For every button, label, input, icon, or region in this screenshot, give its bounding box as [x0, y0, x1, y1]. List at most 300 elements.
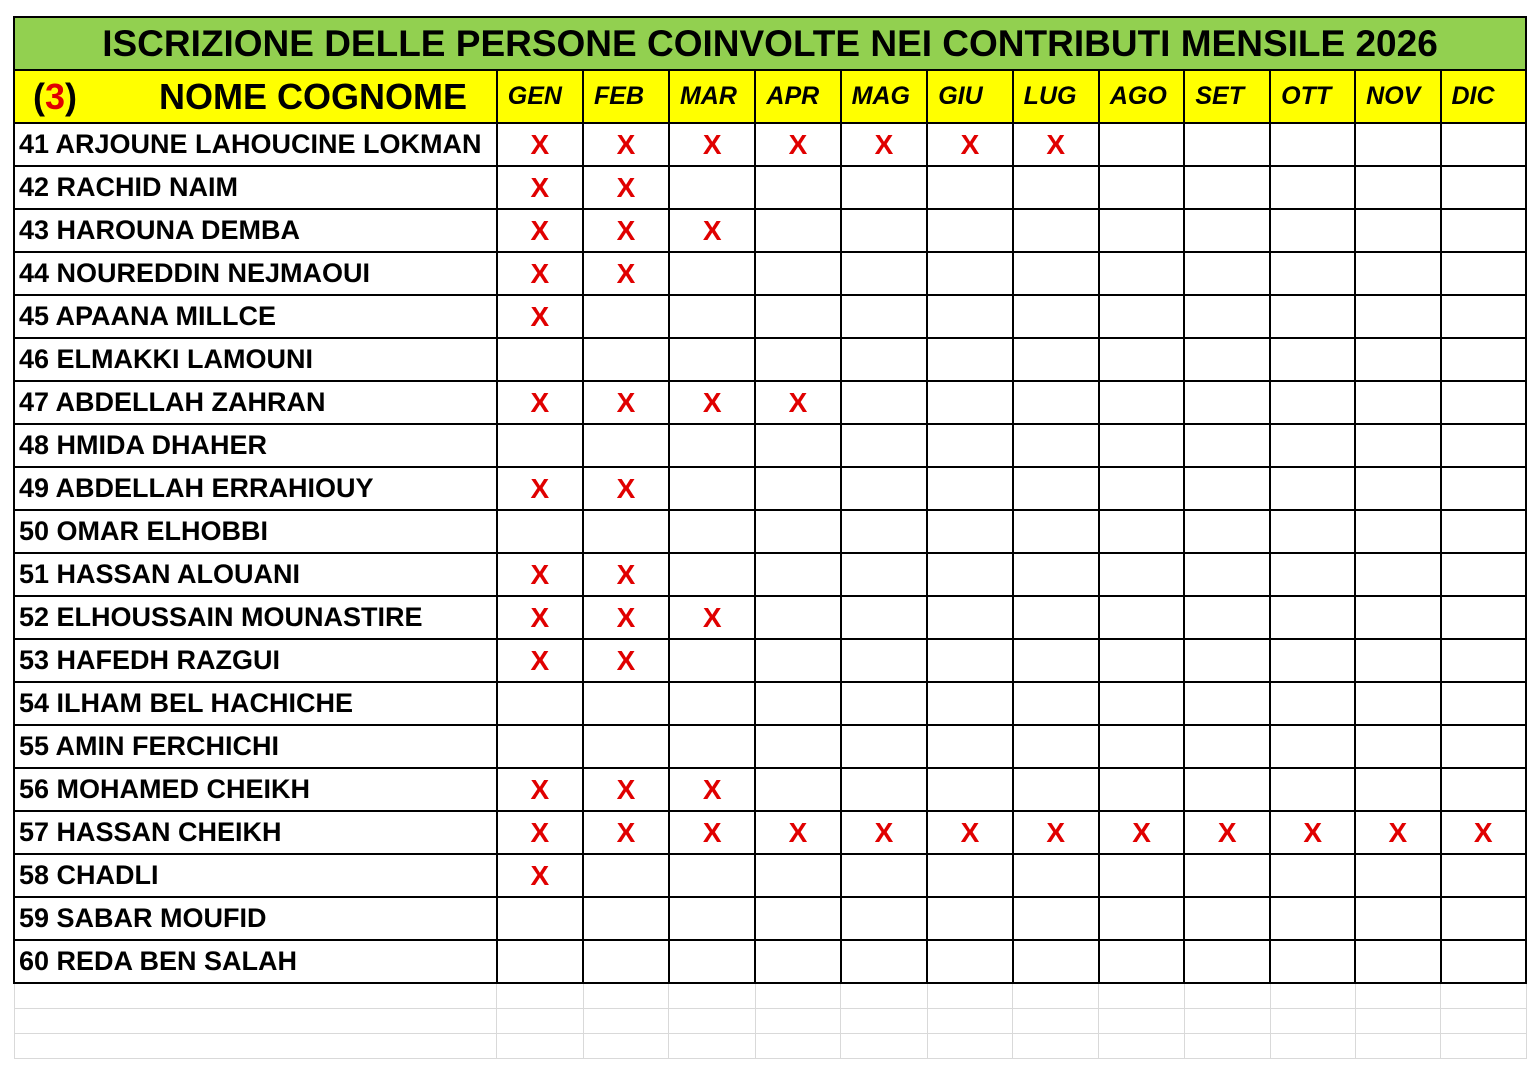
month-cell-ago[interactable] — [1099, 940, 1185, 983]
month-cell-giu[interactable] — [927, 467, 1012, 510]
empty-cell[interactable] — [1013, 1009, 1099, 1034]
month-cell-nov[interactable] — [1355, 252, 1440, 295]
month-cell-giu[interactable] — [927, 338, 1012, 381]
month-cell-mar[interactable] — [669, 897, 755, 940]
month-cell-dic[interactable] — [1441, 166, 1527, 209]
person-name-cell[interactable]: 50 OMAR ELHOBBI — [14, 510, 497, 553]
month-cell-dic[interactable] — [1441, 424, 1527, 467]
empty-cell[interactable] — [1013, 983, 1099, 1009]
month-cell-mar[interactable] — [669, 768, 755, 811]
person-name-cell[interactable]: 51 HASSAN ALOUANI — [14, 553, 497, 596]
month-header-ago[interactable]: AGO — [1099, 70, 1185, 123]
month-cell-giu[interactable] — [927, 209, 1012, 252]
month-header-gen[interactable]: GEN — [497, 70, 583, 123]
month-cell-nov[interactable] — [1355, 596, 1440, 639]
month-cell-ago[interactable] — [1099, 123, 1185, 166]
empty-cell[interactable] — [583, 1009, 669, 1034]
empty-cell[interactable] — [841, 983, 928, 1009]
empty-cell[interactable] — [1441, 1034, 1527, 1059]
empty-cell[interactable] — [841, 1009, 928, 1034]
month-cell-gen[interactable] — [497, 682, 583, 725]
empty-cell[interactable] — [755, 1009, 840, 1034]
empty-cell[interactable] — [14, 1009, 497, 1034]
month-cell-giu[interactable] — [927, 510, 1012, 553]
month-cell-feb[interactable] — [583, 252, 669, 295]
empty-cell[interactable] — [841, 1034, 928, 1059]
month-cell-mag[interactable] — [841, 166, 928, 209]
month-cell-lug[interactable] — [1013, 252, 1099, 295]
month-cell-dic[interactable] — [1441, 725, 1527, 768]
month-cell-mar[interactable] — [669, 811, 755, 854]
month-cell-ott[interactable] — [1270, 897, 1355, 940]
month-cell-mag[interactable] — [841, 381, 928, 424]
month-cell-mar[interactable] — [669, 467, 755, 510]
month-cell-gen[interactable] — [497, 768, 583, 811]
month-header-giu[interactable]: GIU — [927, 70, 1012, 123]
month-cell-giu[interactable] — [927, 682, 1012, 725]
empty-cell[interactable] — [927, 1034, 1012, 1059]
month-cell-lug[interactable] — [1013, 166, 1099, 209]
empty-cell[interactable] — [1099, 1034, 1185, 1059]
month-cell-gen[interactable] — [497, 940, 583, 983]
month-cell-lug[interactable] — [1013, 854, 1099, 897]
month-cell-apr[interactable] — [755, 854, 840, 897]
month-cell-nov[interactable] — [1355, 166, 1440, 209]
month-cell-dic[interactable] — [1441, 854, 1527, 897]
month-cell-apr[interactable] — [755, 123, 840, 166]
empty-cell[interactable] — [755, 983, 840, 1009]
month-cell-mag[interactable] — [841, 854, 928, 897]
month-cell-lug[interactable] — [1013, 338, 1099, 381]
month-cell-lug[interactable] — [1013, 639, 1099, 682]
month-cell-feb[interactable] — [583, 123, 669, 166]
month-cell-ago[interactable] — [1099, 596, 1185, 639]
person-name-cell[interactable]: 48 HMIDA DHAHER — [14, 424, 497, 467]
month-cell-lug[interactable] — [1013, 768, 1099, 811]
month-cell-feb[interactable] — [583, 467, 669, 510]
month-cell-mag[interactable] — [841, 897, 928, 940]
empty-cell[interactable] — [14, 1034, 497, 1059]
month-cell-dic[interactable] — [1441, 940, 1527, 983]
month-cell-ott[interactable] — [1270, 510, 1355, 553]
month-cell-apr[interactable] — [755, 338, 840, 381]
month-cell-ott[interactable] — [1270, 854, 1355, 897]
person-name-cell[interactable]: 43 HAROUNA DEMBA — [14, 209, 497, 252]
month-cell-lug[interactable] — [1013, 596, 1099, 639]
empty-cell[interactable] — [1270, 1009, 1355, 1034]
month-cell-apr[interactable] — [755, 811, 840, 854]
month-cell-ott[interactable] — [1270, 682, 1355, 725]
month-cell-set[interactable] — [1184, 338, 1270, 381]
empty-cell[interactable] — [669, 1009, 755, 1034]
month-cell-ago[interactable] — [1099, 897, 1185, 940]
month-cell-dic[interactable] — [1441, 338, 1527, 381]
month-cell-lug[interactable] — [1013, 940, 1099, 983]
month-cell-gen[interactable] — [497, 596, 583, 639]
month-cell-gen[interactable] — [497, 467, 583, 510]
month-cell-nov[interactable] — [1355, 510, 1440, 553]
month-cell-ott[interactable] — [1270, 940, 1355, 983]
month-cell-giu[interactable] — [927, 940, 1012, 983]
month-cell-lug[interactable] — [1013, 682, 1099, 725]
month-cell-gen[interactable] — [497, 295, 583, 338]
month-cell-ott[interactable] — [1270, 424, 1355, 467]
month-cell-ago[interactable] — [1099, 725, 1185, 768]
month-cell-mag[interactable] — [841, 639, 928, 682]
month-cell-apr[interactable] — [755, 725, 840, 768]
month-cell-giu[interactable] — [927, 424, 1012, 467]
month-cell-lug[interactable] — [1013, 897, 1099, 940]
month-cell-gen[interactable] — [497, 897, 583, 940]
month-cell-set[interactable] — [1184, 768, 1270, 811]
month-cell-mag[interactable] — [841, 768, 928, 811]
month-cell-set[interactable] — [1184, 295, 1270, 338]
month-cell-set[interactable] — [1184, 940, 1270, 983]
month-cell-mar[interactable] — [669, 381, 755, 424]
month-cell-nov[interactable] — [1355, 682, 1440, 725]
month-cell-mar[interactable] — [669, 854, 755, 897]
empty-cell[interactable] — [1355, 1009, 1440, 1034]
name-column-header[interactable] — [14, 70, 497, 123]
month-cell-ott[interactable] — [1270, 295, 1355, 338]
month-cell-ott[interactable] — [1270, 811, 1355, 854]
month-cell-ago[interactable] — [1099, 510, 1185, 553]
month-cell-lug[interactable] — [1013, 295, 1099, 338]
month-cell-mag[interactable] — [841, 209, 928, 252]
month-cell-ago[interactable] — [1099, 381, 1185, 424]
month-cell-lug[interactable] — [1013, 811, 1099, 854]
month-cell-dic[interactable] — [1441, 252, 1527, 295]
month-cell-nov[interactable] — [1355, 295, 1440, 338]
month-cell-nov[interactable] — [1355, 424, 1440, 467]
month-cell-gen[interactable] — [497, 424, 583, 467]
empty-cell[interactable] — [927, 983, 1012, 1009]
month-cell-dic[interactable] — [1441, 381, 1527, 424]
month-cell-apr[interactable] — [755, 467, 840, 510]
month-cell-nov[interactable] — [1355, 811, 1440, 854]
person-name-cell[interactable]: 53 HAFEDH RAZGUI — [14, 639, 497, 682]
month-cell-gen[interactable] — [497, 510, 583, 553]
month-cell-nov[interactable] — [1355, 854, 1440, 897]
month-cell-feb[interactable] — [583, 209, 669, 252]
month-cell-gen[interactable] — [497, 811, 583, 854]
month-cell-dic[interactable] — [1441, 639, 1527, 682]
empty-cell[interactable] — [497, 1034, 583, 1059]
person-name-cell[interactable]: 52 ELHOUSSAIN MOUNASTIRE — [14, 596, 497, 639]
month-cell-ago[interactable] — [1099, 811, 1185, 854]
month-cell-gen[interactable] — [497, 553, 583, 596]
month-cell-feb[interactable] — [583, 854, 669, 897]
month-cell-dic[interactable] — [1441, 467, 1527, 510]
month-cell-giu[interactable] — [927, 768, 1012, 811]
month-cell-feb[interactable] — [583, 897, 669, 940]
empty-cell[interactable] — [755, 1034, 840, 1059]
person-name-cell[interactable]: 55 AMIN FERCHICHI — [14, 725, 497, 768]
month-cell-feb[interactable] — [583, 424, 669, 467]
month-cell-set[interactable] — [1184, 467, 1270, 510]
month-cell-lug[interactable] — [1013, 553, 1099, 596]
month-cell-apr[interactable] — [755, 209, 840, 252]
person-name-cell[interactable]: 58 CHADLI — [14, 854, 497, 897]
month-cell-lug[interactable] — [1013, 467, 1099, 510]
month-cell-mar[interactable] — [669, 639, 755, 682]
month-cell-set[interactable] — [1184, 811, 1270, 854]
month-cell-set[interactable] — [1184, 381, 1270, 424]
month-cell-giu[interactable] — [927, 811, 1012, 854]
person-name-cell[interactable]: 60 REDA BEN SALAH — [14, 940, 497, 983]
empty-cell[interactable] — [1355, 983, 1440, 1009]
month-header-mag[interactable]: MAG — [841, 70, 928, 123]
month-cell-nov[interactable] — [1355, 381, 1440, 424]
month-cell-feb[interactable] — [583, 381, 669, 424]
empty-cell[interactable] — [1184, 983, 1270, 1009]
month-cell-feb[interactable] — [583, 338, 669, 381]
month-cell-giu[interactable] — [927, 252, 1012, 295]
month-cell-apr[interactable] — [755, 252, 840, 295]
month-cell-set[interactable] — [1184, 166, 1270, 209]
month-cell-set[interactable] — [1184, 123, 1270, 166]
month-cell-feb[interactable] — [583, 553, 669, 596]
month-cell-dic[interactable] — [1441, 596, 1527, 639]
month-cell-giu[interactable] — [927, 596, 1012, 639]
month-cell-mag[interactable] — [841, 682, 928, 725]
month-cell-apr[interactable] — [755, 897, 840, 940]
month-cell-gen[interactable] — [497, 252, 583, 295]
empty-cell[interactable] — [1184, 1034, 1270, 1059]
month-cell-mar[interactable] — [669, 209, 755, 252]
month-cell-mar[interactable] — [669, 682, 755, 725]
month-cell-gen[interactable] — [497, 338, 583, 381]
empty-cell[interactable] — [583, 983, 669, 1009]
month-cell-mag[interactable] — [841, 553, 928, 596]
month-cell-giu[interactable] — [927, 123, 1012, 166]
month-cell-apr[interactable] — [755, 768, 840, 811]
empty-cell[interactable] — [1013, 1034, 1099, 1059]
month-cell-ago[interactable] — [1099, 424, 1185, 467]
month-cell-set[interactable] — [1184, 424, 1270, 467]
person-name-cell[interactable]: 56 MOHAMED CHEIKH — [14, 768, 497, 811]
month-cell-set[interactable] — [1184, 725, 1270, 768]
empty-cell[interactable] — [669, 1034, 755, 1059]
month-header-dic[interactable]: DIC — [1441, 70, 1527, 123]
month-cell-ott[interactable] — [1270, 166, 1355, 209]
month-cell-giu[interactable] — [927, 897, 1012, 940]
month-header-ott[interactable]: OTT — [1270, 70, 1355, 123]
month-cell-dic[interactable] — [1441, 811, 1527, 854]
month-cell-ott[interactable] — [1270, 768, 1355, 811]
month-cell-ago[interactable] — [1099, 854, 1185, 897]
empty-cell[interactable] — [1441, 1009, 1527, 1034]
month-cell-mar[interactable] — [669, 424, 755, 467]
month-cell-dic[interactable] — [1441, 510, 1527, 553]
person-name-cell[interactable]: 49 ABDELLAH ERRAHIOUY — [14, 467, 497, 510]
month-cell-ago[interactable] — [1099, 166, 1185, 209]
person-name-cell[interactable]: 44 NOUREDDIN NEJMAOUI — [14, 252, 497, 295]
month-cell-apr[interactable] — [755, 424, 840, 467]
month-cell-ago[interactable] — [1099, 639, 1185, 682]
month-header-nov[interactable]: NOV — [1355, 70, 1440, 123]
person-name-cell[interactable]: 59 SABAR MOUFID — [14, 897, 497, 940]
month-cell-gen[interactable] — [497, 639, 583, 682]
month-cell-apr[interactable] — [755, 940, 840, 983]
month-cell-lug[interactable] — [1013, 510, 1099, 553]
month-cell-dic[interactable] — [1441, 897, 1527, 940]
empty-cell[interactable] — [927, 1009, 1012, 1034]
person-name-cell[interactable]: 41 ARJOUNE LAHOUCINE LOKMAN — [14, 123, 497, 166]
month-header-lug[interactable]: LUG — [1013, 70, 1099, 123]
month-cell-nov[interactable] — [1355, 768, 1440, 811]
person-name-cell[interactable]: 54 ILHAM BEL HACHICHE — [14, 682, 497, 725]
month-cell-nov[interactable] — [1355, 639, 1440, 682]
month-cell-mar[interactable] — [669, 940, 755, 983]
month-cell-ott[interactable] — [1270, 725, 1355, 768]
month-cell-ott[interactable] — [1270, 252, 1355, 295]
month-cell-ott[interactable] — [1270, 467, 1355, 510]
month-cell-ago[interactable] — [1099, 252, 1185, 295]
month-cell-nov[interactable] — [1355, 123, 1440, 166]
month-cell-set[interactable] — [1184, 252, 1270, 295]
month-cell-lug[interactable] — [1013, 123, 1099, 166]
month-cell-giu[interactable] — [927, 553, 1012, 596]
month-cell-feb[interactable] — [583, 940, 669, 983]
month-cell-lug[interactable] — [1013, 725, 1099, 768]
month-header-set[interactable]: SET — [1184, 70, 1270, 123]
month-cell-giu[interactable] — [927, 639, 1012, 682]
month-cell-ott[interactable] — [1270, 338, 1355, 381]
month-cell-gen[interactable] — [497, 381, 583, 424]
month-cell-giu[interactable] — [927, 725, 1012, 768]
month-cell-ago[interactable] — [1099, 467, 1185, 510]
month-cell-set[interactable] — [1184, 854, 1270, 897]
person-name-cell[interactable]: 46 ELMAKKI LAMOUNI — [14, 338, 497, 381]
month-header-apr[interactable]: APR — [755, 70, 840, 123]
month-cell-mar[interactable] — [669, 725, 755, 768]
month-cell-feb[interactable] — [583, 295, 669, 338]
month-cell-mag[interactable] — [841, 123, 928, 166]
month-cell-mar[interactable] — [669, 252, 755, 295]
empty-cell[interactable] — [1270, 1034, 1355, 1059]
month-cell-apr[interactable] — [755, 295, 840, 338]
month-cell-mar[interactable] — [669, 596, 755, 639]
month-cell-mag[interactable] — [841, 338, 928, 381]
month-cell-ott[interactable] — [1270, 553, 1355, 596]
month-cell-nov[interactable] — [1355, 940, 1440, 983]
month-cell-ott[interactable] — [1270, 639, 1355, 682]
month-cell-nov[interactable] — [1355, 553, 1440, 596]
month-cell-giu[interactable] — [927, 381, 1012, 424]
month-cell-gen[interactable] — [497, 725, 583, 768]
month-cell-apr[interactable] — [755, 596, 840, 639]
month-cell-apr[interactable] — [755, 682, 840, 725]
month-cell-mag[interactable] — [841, 725, 928, 768]
month-cell-mag[interactable] — [841, 424, 928, 467]
empty-cell[interactable] — [583, 1034, 669, 1059]
month-cell-apr[interactable] — [755, 381, 840, 424]
person-name-cell[interactable]: 42 RACHID NAIM — [14, 166, 497, 209]
month-cell-lug[interactable] — [1013, 424, 1099, 467]
month-cell-mar[interactable] — [669, 510, 755, 553]
month-cell-nov[interactable] — [1355, 338, 1440, 381]
month-cell-feb[interactable] — [583, 682, 669, 725]
month-cell-ott[interactable] — [1270, 123, 1355, 166]
month-cell-gen[interactable] — [497, 123, 583, 166]
sheet-title[interactable]: ISCRIZIONE DELLE PERSONE COINVOLTE NEI CONTRIBUTI MENSILE 2026 — [14, 17, 1526, 70]
month-cell-ago[interactable] — [1099, 209, 1185, 252]
month-cell-mag[interactable] — [841, 940, 928, 983]
empty-cell[interactable] — [497, 983, 583, 1009]
month-cell-set[interactable] — [1184, 682, 1270, 725]
month-cell-set[interactable] — [1184, 209, 1270, 252]
month-cell-nov[interactable] — [1355, 467, 1440, 510]
month-cell-mag[interactable] — [841, 467, 928, 510]
month-cell-giu[interactable] — [927, 166, 1012, 209]
month-cell-ago[interactable] — [1099, 338, 1185, 381]
month-cell-ago[interactable] — [1099, 295, 1185, 338]
month-cell-nov[interactable] — [1355, 209, 1440, 252]
empty-cell[interactable] — [14, 983, 497, 1009]
month-cell-feb[interactable] — [583, 811, 669, 854]
month-cell-gen[interactable] — [497, 854, 583, 897]
month-cell-lug[interactable] — [1013, 381, 1099, 424]
empty-cell[interactable] — [1441, 983, 1527, 1009]
empty-cell[interactable] — [1099, 983, 1185, 1009]
month-cell-dic[interactable] — [1441, 553, 1527, 596]
month-cell-mar[interactable] — [669, 166, 755, 209]
month-cell-gen[interactable] — [497, 166, 583, 209]
month-cell-lug[interactable] — [1013, 209, 1099, 252]
person-name-cell[interactable]: 45 APAANA MILLCE — [14, 295, 497, 338]
month-cell-feb[interactable] — [583, 768, 669, 811]
month-cell-dic[interactable] — [1441, 209, 1527, 252]
month-cell-mag[interactable] — [841, 295, 928, 338]
month-cell-mag[interactable] — [841, 252, 928, 295]
month-cell-dic[interactable] — [1441, 682, 1527, 725]
month-cell-apr[interactable] — [755, 639, 840, 682]
month-cell-ago[interactable] — [1099, 682, 1185, 725]
month-cell-set[interactable] — [1184, 596, 1270, 639]
month-cell-feb[interactable] — [583, 510, 669, 553]
month-cell-ott[interactable] — [1270, 381, 1355, 424]
month-cell-nov[interactable] — [1355, 725, 1440, 768]
month-cell-feb[interactable] — [583, 639, 669, 682]
month-cell-feb[interactable] — [583, 725, 669, 768]
month-cell-ott[interactable] — [1270, 209, 1355, 252]
month-header-feb[interactable]: FEB — [583, 70, 669, 123]
month-cell-mar[interactable] — [669, 123, 755, 166]
month-cell-dic[interactable] — [1441, 295, 1527, 338]
month-cell-set[interactable] — [1184, 897, 1270, 940]
month-cell-dic[interactable] — [1441, 768, 1527, 811]
person-name-cell[interactable]: 57 HASSAN CHEIKH — [14, 811, 497, 854]
month-cell-feb[interactable] — [583, 166, 669, 209]
month-cell-mar[interactable] — [669, 338, 755, 381]
month-cell-set[interactable] — [1184, 510, 1270, 553]
month-cell-ago[interactable] — [1099, 768, 1185, 811]
month-header-mar[interactable]: MAR — [669, 70, 755, 123]
month-cell-set[interactable] — [1184, 553, 1270, 596]
month-cell-apr[interactable] — [755, 166, 840, 209]
month-cell-nov[interactable] — [1355, 897, 1440, 940]
month-cell-feb[interactable] — [583, 596, 669, 639]
month-cell-apr[interactable] — [755, 553, 840, 596]
empty-cell[interactable] — [1184, 1009, 1270, 1034]
month-cell-apr[interactable] — [755, 510, 840, 553]
month-cell-giu[interactable] — [927, 295, 1012, 338]
month-cell-ott[interactable] — [1270, 596, 1355, 639]
person-name-cell[interactable]: 47 ABDELLAH ZAHRAN — [14, 381, 497, 424]
month-cell-set[interactable] — [1184, 639, 1270, 682]
month-cell-giu[interactable] — [927, 854, 1012, 897]
